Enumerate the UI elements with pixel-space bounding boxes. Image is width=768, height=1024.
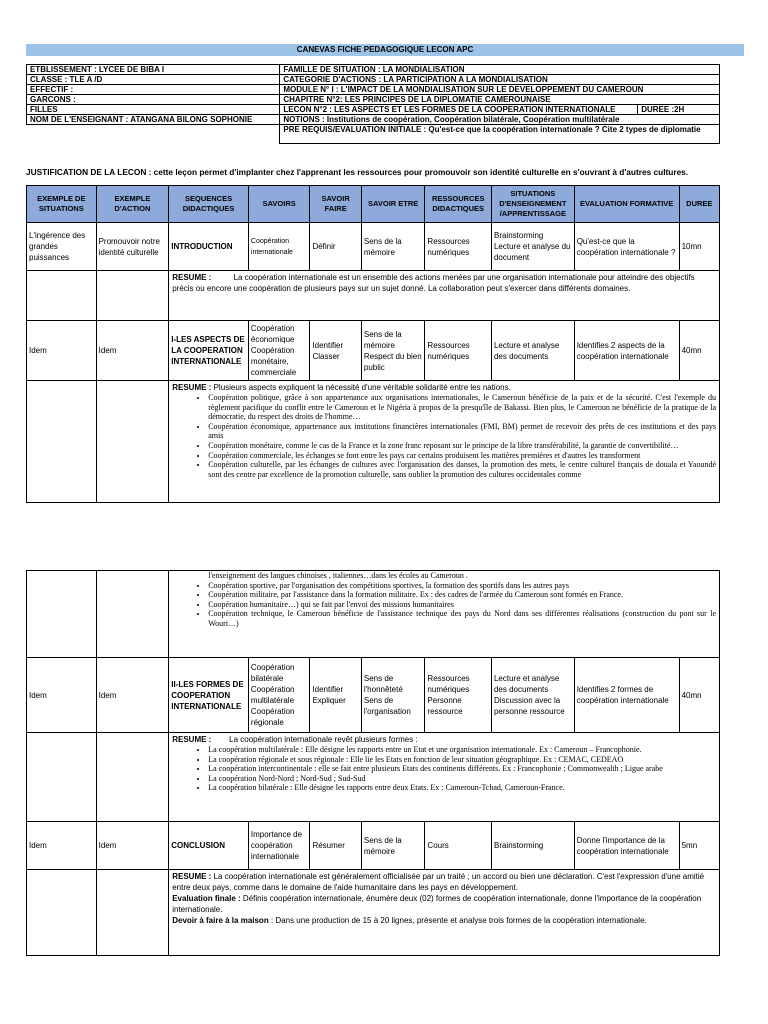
lesson-table-page1: [26, 185, 720, 503]
conclusion-ressources: Cours: [425, 822, 492, 870]
header-ressources: RESSOURCES DIDACTIQUES: [425, 186, 492, 223]
part2-forms-list: [172, 745, 716, 793]
resume-text: La coopération internationale est un ensemble des actions menées par une organisation internationale pour atteindre des objectifs précis ou encore une coopération de plusieurs pays sur un sujet donné. La collaboration peut s'exercer dans différents domaines.: [172, 273, 695, 293]
lesson-cell: LECON N°2 : LES ASPECTS ET LES FORMES DE LA COOPERATION INTERNATIONALE: [280, 105, 638, 115]
part1-savoir-faire: Identifier Classer: [310, 321, 361, 381]
notions-cell: NOTIONS : Institutions de coopération, Coopération bilatérale, Coopération multilatérale: [280, 115, 720, 125]
header-situations: EXEMPLE DE SITUATIONS: [27, 186, 97, 223]
intro-savoir-faire: Définir: [310, 223, 361, 271]
list-item: • Coopération militaire, par l'assistance dans la formation militaire. Ex : des cadres de l'armée du Cameroun sont formés en France.: [208, 590, 716, 600]
part1-sequence: I-LES ASPECTS DE LA COOPERATION INTERNATIONALE: [169, 321, 249, 381]
part1-situation: Idem: [27, 321, 97, 381]
conclusion-resume: [169, 870, 720, 956]
list-item: • Coopération sportive, par l'organisation des compétitions sportives, la formation des sportifs dans les autres pays: [208, 581, 716, 591]
header-savoirs: SAVOIRS: [248, 186, 310, 223]
part1-aspects-list: [172, 393, 716, 479]
justification: JUSTIFICATION DE LA LECON : cette leçon permet d'implanter chez l'apprenant les ressources pour promouvoir son identité culturelle en s'ouvrant à d'autres cultures.: [26, 167, 689, 177]
resume-label: RESUME :: [172, 273, 212, 282]
conclusion-duree: 5mn: [679, 822, 719, 870]
part1-ressources: Ressources numériques: [425, 321, 492, 381]
category-cell: CATEGORIE D'ACTIONS : LA PARTICIPATION A LA MONDIALISATION: [280, 75, 720, 85]
intro-sequence: INTRODUCTION: [169, 223, 249, 271]
part2-resume: [169, 733, 720, 822]
list-item: • Coopération économique, appartenance aux institutions financières internationales (FMI, BM) permet de recevoir des prêts de ces institutions et des pays amis: [208, 422, 716, 441]
resume-label: RESUME :: [172, 735, 212, 744]
part2-situation: Idem: [27, 658, 97, 733]
list-item: • La coopération bilatérale : Elle désigne les rapports entre deux Etats. Ex : Cameroun-Tchad, Cameroun-France.: [208, 783, 716, 793]
header-savoir-faire: SAVOIR FAIRE: [310, 186, 361, 223]
list-item: • Coopération culturelle, par les échanges de cultures avec l'organisation des danses, la promotion des mets, le centre culturel français de douala et Yaoundé sont des centre par excellence de la promotion culturelle, sans oublier la promotion des cultures occidentales comme: [208, 460, 716, 479]
header-duree: DUREE: [679, 186, 719, 223]
list-item: • Coopération politique, grâce à son appartenance aux organisations internationales, le Cameroun bénéficie de la paix et de la sécurité. C'est l'exemple du règlement pacifique du conflit entre le Cameroun et le Nigéria à propos de la presqu'île de Bakassi. Bien plus, le Cameroun ne bénéficie de la pratique de la démocratie, du respect des droits de l'homme…: [208, 393, 716, 422]
class-cell: CLASSE : TLE A /D: [27, 75, 280, 85]
intro-ressources: Ressources numériques: [425, 223, 492, 271]
header-enseignement: SITUATIONS D'ENSEIGNEMENT /APPRENTISSAGE: [491, 186, 574, 223]
list-item: • La coopération multilatérale : Elle désigne les rapports entre un Etat et une organisation internationale. Ex : Cameroun – Francophonie.: [208, 745, 716, 755]
resume-label: RESUME :: [172, 872, 212, 881]
part2-evaluation: Identifies 2 formes de coopération internationale: [574, 658, 679, 733]
header-action: EXEMPLE D'ACTION: [96, 186, 169, 223]
lesson-table-page2: [26, 570, 720, 956]
conclusion-situations: Brainstorming: [491, 822, 574, 870]
part1-situations: Lecture et analyse des documents: [491, 321, 574, 381]
intro-evaluation: Qu'est-ce que la coopération internationale ?: [574, 223, 679, 271]
part2-sequence: II-LES FORMES DE COOPERATION INTERNATIONALE: [169, 658, 249, 733]
final-evaluation-text: Définis coopération internationale, énumère deux (02) formes de coopération internationale, donne l'importance de la coopération internationale.: [172, 894, 702, 914]
list-item: • Coopération commerciale, les échanges se font entre les pays car certains produisent les matières premières et d'autres les transforment: [208, 451, 716, 461]
part1-resume: [169, 381, 720, 503]
boys-cell: GARCONS :: [27, 95, 280, 105]
intro-resume: [169, 271, 720, 321]
effectif-cell: EFFECTIF :: [27, 85, 280, 95]
part1-resume-continued: [169, 571, 720, 658]
conclusion-savoirs: Importance de coopération internationale: [248, 822, 310, 870]
intro-situation: L'ingérence des grandes puissances: [27, 223, 97, 271]
list-item: • Coopération technique, le Cameroun bénéficie de l'assistance technique des pays du Nord dans ses différentes réalisations (construction du pont sur le Wouri…): [208, 609, 716, 628]
part1-duree: 40mn: [679, 321, 719, 381]
family-cell: FAMILLE DE SITUATION : LA MONDIALISATION: [280, 65, 720, 75]
conclusion-action: Idem: [96, 822, 169, 870]
resume-label: RESUME :: [172, 383, 212, 392]
intro-situations: Brainstorming Lecture et analyse du document: [491, 223, 574, 271]
list-item: • Coopération humanitaire…) qui se fait par l'envoi des missions humanitaires: [208, 600, 716, 610]
list-item: • La coopération régionale et sous régionale : Elle lie les Etats en fonction de leur situation géographique. Ex : CEMAC, CEDEAO: [208, 755, 716, 765]
prereq-cell: PRE REQUIS/EVALUATION INITIALE : Qu'est-ce que la coopération internationale ? Cite 2 types de diplomatie: [280, 125, 720, 144]
conclusion-sequence: CONCLUSION: [169, 822, 249, 870]
part2-savoir-etre: Sens de l'honnêteté Sens de l'organisation: [361, 658, 425, 733]
part1-savoir-etre: Sens de la mémoire Respect du bien public: [361, 321, 425, 381]
homework-label: Devoir à faire à la maison: [172, 916, 269, 925]
intro-savoir-etre: Sens de la mémoire: [361, 223, 425, 271]
part1-savoirs: Coopération économique Coopération monétaire, commerciale: [248, 321, 310, 381]
part2-savoirs: Coopération bilatérale Coopération multilatérale Coopération régionale: [248, 658, 310, 733]
header-evaluation: EVALUATION FORMATIVE: [574, 186, 679, 223]
conclusion-situation: Idem: [27, 822, 97, 870]
intro-savoirs: Coopération internationale: [248, 223, 310, 271]
conclusion-savoir-etre: Sens de la mémoire: [361, 822, 425, 870]
conclusion-savoir-faire: Résumer: [310, 822, 361, 870]
final-evaluation-label: Evaluation finale :: [172, 894, 241, 903]
continued-line: l'enseignement des langues chinoises , italiennes…dans les écoles au Cameroun .: [208, 571, 468, 580]
document-title: CANEVAS FICHE PEDAGOGIQUE LECON APC: [26, 44, 744, 56]
info-table: [26, 64, 720, 144]
girls-cell: FILLES: [27, 105, 280, 115]
header-sequences: SEQUENCES DIDACTIQUES: [169, 186, 249, 223]
homework-text: : Dans une production de 15 à 20 lignes, présente et analyse trois formes de la coopération internationale.: [270, 916, 647, 925]
part1-aspects-list-continued: [172, 581, 716, 629]
part2-savoir-faire: Identifier Expliquer: [310, 658, 361, 733]
part1-action: Idem: [96, 321, 169, 381]
list-item: • Coopération monétaire, comme le cas de la France et la zone franc reposant sur le principe de la libre transférabilité, la garantie de convertibilité…: [208, 441, 716, 451]
teacher-cell: NOM DE L'ENSEIGNANT : ATANGANA BILONG SOPHONIE: [27, 115, 280, 125]
school-cell: ETBLISSEMENT : LYCEE DE BIBA I: [27, 65, 280, 75]
module-cell: MODULE N° I : L'IMPACT DE LA MONDIALISATION SUR LE DEVELOPPEMENT DU CAMEROUN: [280, 85, 720, 95]
intro-action: Promouvoir notre identité culturelle: [96, 223, 169, 271]
chapter-cell: CHAPITRE N°2: LES PRINCIPES DE LA DIPLOMATIE CAMEROUNAISE: [280, 95, 720, 105]
conclusion-evaluation: Donne l'importance de la coopération internationale: [574, 822, 679, 870]
part1-evaluation: Identifies 2 aspects de la coopération internationale: [574, 321, 679, 381]
intro-duree: 10mn: [679, 223, 719, 271]
part2-ressources: Ressources numériques Personne ressource: [425, 658, 492, 733]
part2-duree: 40mn: [679, 658, 719, 733]
header-savoir-etre: SAVOIR ETRE: [361, 186, 425, 223]
resume-text: Plusieurs aspects expliquent la nécessité d'une véritable solidarité entre les nations.: [213, 383, 511, 392]
part2-action: Idem: [96, 658, 169, 733]
list-item: • La coopération Nord-Nord ; Nord-Sud ; Sud-Sud: [208, 774, 716, 784]
duration-cell: DUREE :2H: [638, 105, 720, 115]
resume-text: La coopération internationale revêt plusieurs formes :: [229, 735, 418, 744]
resume-text: La coopération internationale est généralement officialisée par un traité ; un accord ou bien une déclaration. C'est l'expression d'une amitié entre deux pays, comme dans le domaine de l'aide humanitaire dans les pays en développement.: [172, 872, 705, 892]
list-item: • La coopération intercontinentale : elle se fait entre plusieurs Etats des continents différents. Ex : Francophonie ; Commonwealth ; Ligue arabe: [208, 764, 716, 774]
part2-situations: Lecture et analyse des documents Discussion avec la personne ressource: [491, 658, 574, 733]
